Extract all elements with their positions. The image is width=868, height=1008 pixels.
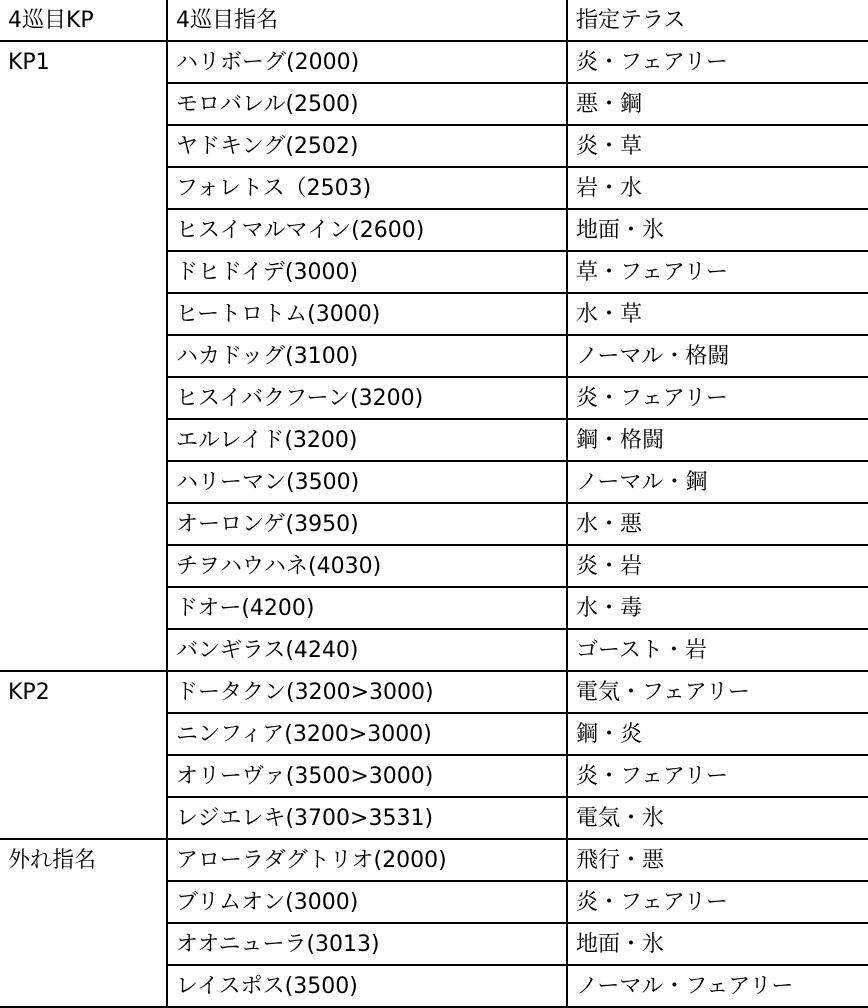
table-row: [0, 42, 868, 84]
table-row: [0, 546, 868, 588]
designation-cell[interactable]: ヒートロトム(3000): [166, 294, 566, 336]
terastal-cell[interactable]: 水・草: [566, 294, 868, 336]
table-row: [0, 798, 868, 840]
terastal-cell[interactable]: 炎・フェアリー: [566, 756, 868, 798]
designation-cell[interactable]: フォレトス（2503): [166, 168, 566, 210]
kp-cell[interactable]: KP2: [8, 680, 50, 705]
designation-cell[interactable]: ヒスイバクフーン(3200): [166, 378, 566, 420]
terastal-cell[interactable]: 電気・フェアリー: [566, 672, 868, 714]
table-row: [0, 462, 868, 504]
terastal-cell[interactable]: 飛行・悪: [566, 840, 868, 882]
table-row: [0, 168, 868, 210]
designation-cell[interactable]: オリーヴァ(3500>3000): [166, 756, 566, 798]
kp-cell[interactable]: [0, 84, 166, 126]
table-row: [0, 84, 868, 126]
header-row: [0, 0, 868, 42]
kp-cell[interactable]: [0, 252, 166, 294]
table-row: [0, 294, 868, 336]
kp-cell[interactable]: [0, 630, 166, 672]
kp-cell[interactable]: [0, 462, 166, 504]
designation-cell[interactable]: ハリーマン(3500): [166, 462, 566, 504]
designation-cell[interactable]: ハカドッグ(3100): [166, 336, 566, 378]
table-row: [0, 588, 868, 630]
kp-cell[interactable]: [0, 714, 166, 756]
kp-cell[interactable]: [0, 210, 166, 252]
designation-cell[interactable]: レジエレキ(3700>3531): [166, 798, 566, 840]
terastal-cell[interactable]: 炎・フェアリー: [566, 882, 868, 924]
kp-cell[interactable]: [0, 504, 166, 546]
kp-cell[interactable]: [0, 168, 166, 210]
terastal-cell[interactable]: 悪・鋼: [566, 84, 868, 126]
designation-cell[interactable]: チヲハウハネ(4030): [166, 546, 566, 588]
table-row: [0, 714, 868, 756]
terastal-cell[interactable]: 電気・氷: [566, 798, 868, 840]
terastal-cell[interactable]: ノーマル・鋼: [566, 462, 868, 504]
table-row: [0, 924, 868, 966]
terastal-cell[interactable]: 水・悪: [566, 504, 868, 546]
terastal-cell[interactable]: 地面・氷: [566, 924, 868, 966]
table-row: [0, 630, 868, 672]
terastal-cell[interactable]: 炎・岩: [566, 546, 868, 588]
table-row: [0, 420, 868, 462]
table-row: [0, 672, 868, 714]
table-row: [0, 252, 868, 294]
table-row: [0, 882, 868, 924]
table-row: [0, 210, 868, 252]
terastal-cell[interactable]: 岩・水: [566, 168, 868, 210]
kp-cell[interactable]: [0, 924, 166, 966]
designation-cell[interactable]: アローラダグトリオ(2000): [166, 840, 566, 882]
terastal-cell[interactable]: 炎・フェアリー: [566, 378, 868, 420]
designation-cell[interactable]: ヒスイマルマイン(2600): [166, 210, 566, 252]
terastal-cell[interactable]: ノーマル・格闘: [566, 336, 868, 378]
designation-cell[interactable]: ハリボーグ(2000): [166, 42, 566, 84]
terastal-cell[interactable]: 炎・草: [566, 126, 868, 168]
designation-cell[interactable]: ドータクン(3200>3000): [166, 672, 566, 714]
kp-cell[interactable]: [0, 126, 166, 168]
kp-cell[interactable]: [0, 882, 166, 924]
terastal-cell[interactable]: 炎・フェアリー: [566, 42, 868, 84]
designation-cell[interactable]: バンギラス(4240): [166, 630, 566, 672]
kp-cell[interactable]: 外れ指名: [8, 848, 97, 873]
kp-cell[interactable]: [0, 294, 166, 336]
terastal-cell[interactable]: 草・フェアリー: [566, 252, 868, 294]
designation-cell[interactable]: エルレイド(3200): [166, 420, 566, 462]
table-row: [0, 378, 868, 420]
kp-cell[interactable]: [0, 756, 166, 798]
table-row: [0, 840, 868, 882]
header-kp-cell[interactable]: 4巡目KP: [0, 0, 166, 42]
designation-cell[interactable]: オオニューラ(3013): [166, 924, 566, 966]
terastal-cell[interactable]: ノーマル・フェアリー: [566, 966, 868, 1008]
kp-cell[interactable]: [0, 336, 166, 378]
designation-cell[interactable]: レイスポス(3500): [166, 966, 566, 1008]
kp-cell[interactable]: [0, 798, 166, 840]
terastal-cell[interactable]: 地面・氷: [566, 210, 868, 252]
designation-cell[interactable]: モロバレル(2500): [166, 84, 566, 126]
terastal-cell[interactable]: 鋼・格闘: [566, 420, 868, 462]
kp-cell[interactable]: KP1: [8, 50, 50, 75]
table-body: [0, 42, 868, 1008]
terastal-cell[interactable]: 水・毒: [566, 588, 868, 630]
designation-cell[interactable]: ドヒドイデ(3000): [166, 252, 566, 294]
kp-cell[interactable]: [0, 546, 166, 588]
header-terastal-cell[interactable]: 指定テラス: [566, 0, 868, 42]
table-row: [0, 336, 868, 378]
designation-cell[interactable]: ブリムオン(3000): [166, 882, 566, 924]
kp-cell[interactable]: [0, 378, 166, 420]
kp-cell[interactable]: [0, 420, 166, 462]
designation-cell[interactable]: ドオー(4200): [166, 588, 566, 630]
terastal-cell[interactable]: 鋼・炎: [566, 714, 868, 756]
table-row: [0, 756, 868, 798]
table-row: [0, 126, 868, 168]
kp-cell[interactable]: [0, 588, 166, 630]
designation-cell[interactable]: オーロンゲ(3950): [166, 504, 566, 546]
header-designation-cell[interactable]: 4巡目指名: [166, 0, 566, 42]
table-row: [0, 504, 868, 546]
terastal-cell[interactable]: ゴースト・岩: [566, 630, 868, 672]
designation-cell[interactable]: ヤドキング(2502): [166, 126, 566, 168]
designation-cell[interactable]: ニンフィア(3200>3000): [166, 714, 566, 756]
